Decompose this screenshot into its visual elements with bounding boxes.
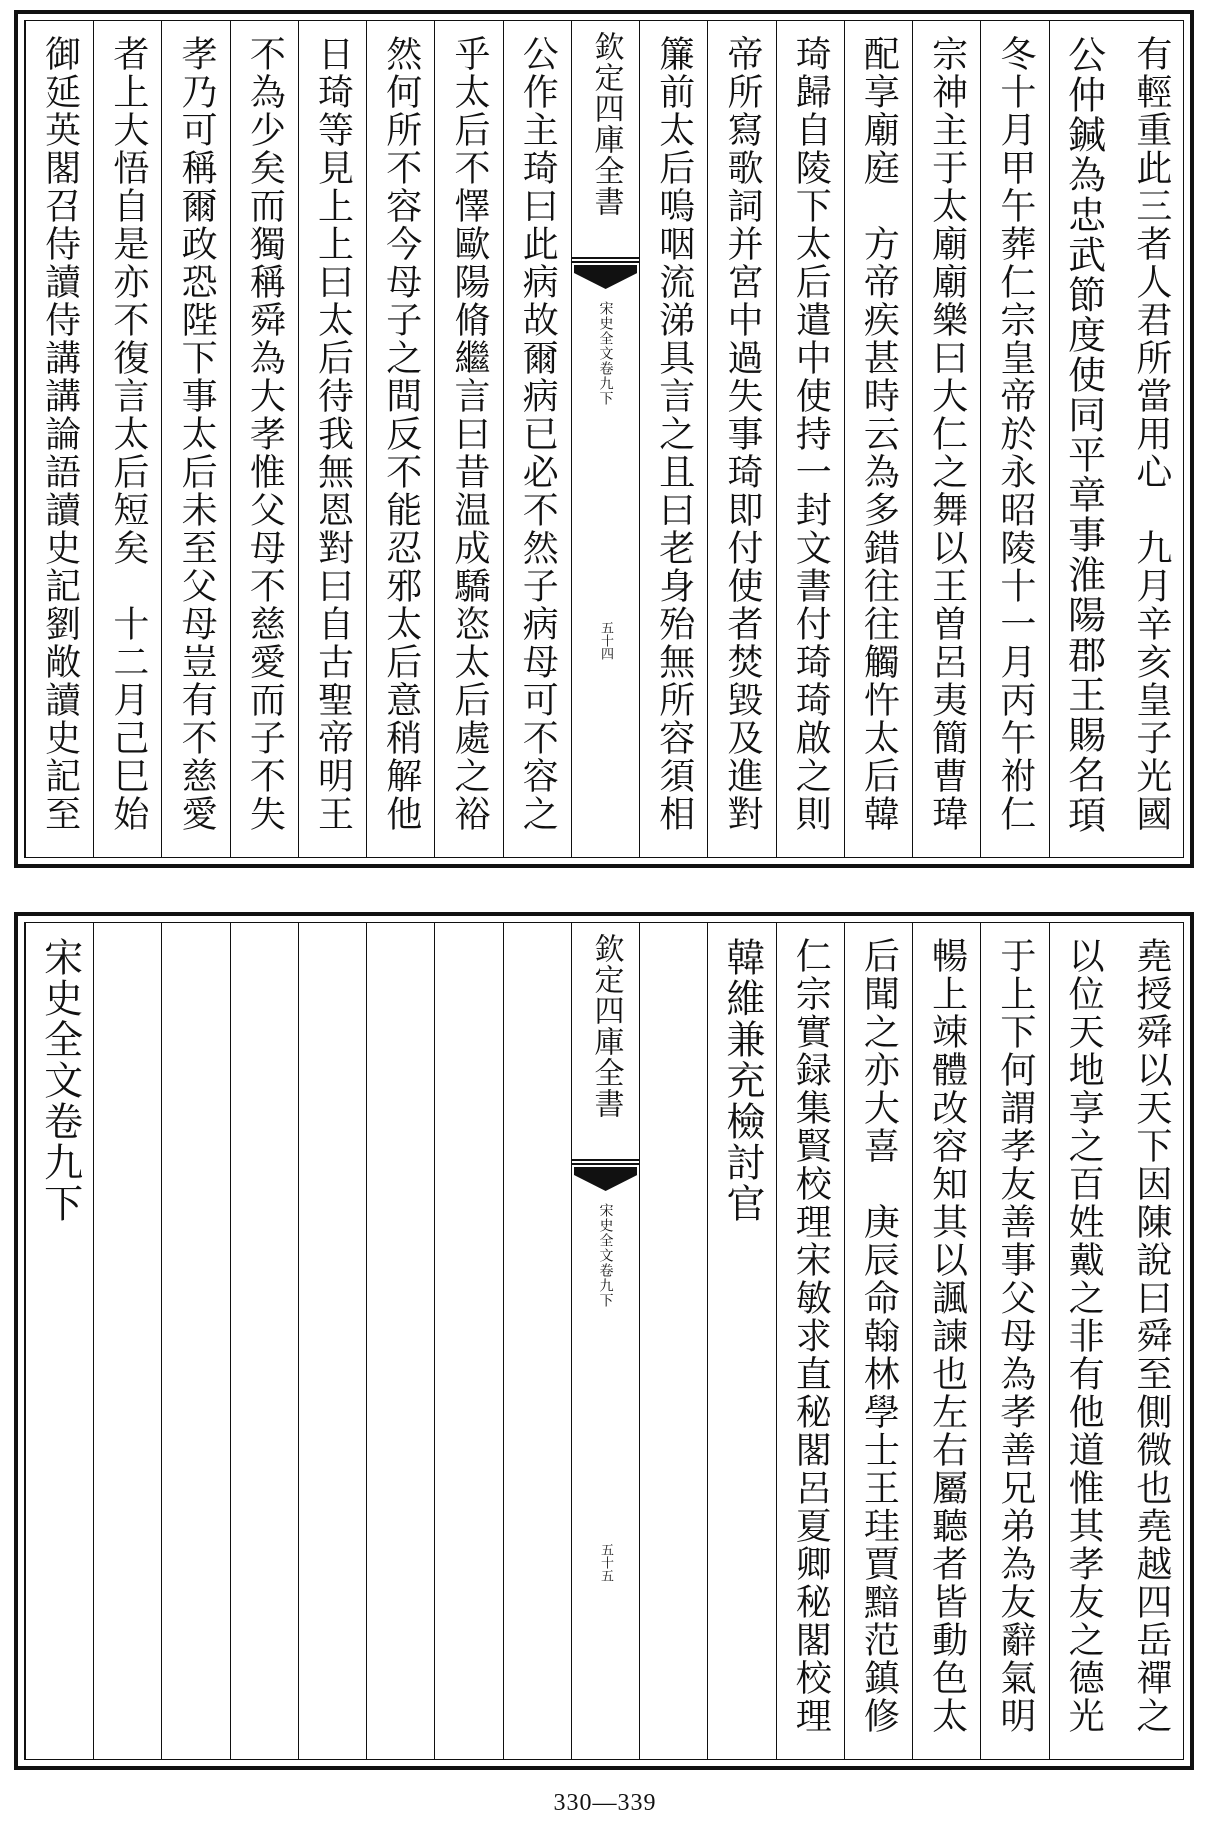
divider xyxy=(572,1159,639,1161)
text-line: 乎太后不懌歐陽脩繼言曰昔温成驕恣太后處之裕 xyxy=(449,35,491,833)
text-column xyxy=(230,923,298,1759)
text-line: 帝所寫歌詞并宮中過失事琦即付使者焚毀及進對 xyxy=(721,35,763,833)
center-margin-column xyxy=(571,923,639,1759)
text-column xyxy=(366,21,434,857)
page-footer-number: 330—339 xyxy=(553,1790,657,1816)
text-column xyxy=(230,21,298,857)
text-column xyxy=(707,21,775,857)
book-title: 宋史全文 xyxy=(597,1203,614,1263)
text-line: 后聞之亦大喜 庚辰命翰林學士王珪賈黯范鎮修 xyxy=(858,937,900,1735)
bottom-page xyxy=(14,912,1194,1770)
text-column xyxy=(776,21,844,857)
text-column xyxy=(25,923,93,1759)
text-column xyxy=(503,21,571,857)
text-column xyxy=(776,923,844,1759)
center-margin-column xyxy=(571,21,639,857)
center-subtitle xyxy=(597,301,613,406)
text-line: 有輕重此三者人君所當用心 九月辛亥皇子光國 xyxy=(1130,35,1172,833)
text-line: 仁宗實録集賢校理宋敏求直秘閣呂夏卿秘閣校理 xyxy=(790,937,832,1735)
volume-label: 卷九下 xyxy=(597,1263,614,1308)
text-column xyxy=(639,21,707,857)
fish-tail-mark xyxy=(574,265,637,291)
text-line: 日琦等見上上曰太后待我無恩對曰自古聖帝明王 xyxy=(312,35,354,833)
bottom-page-frame xyxy=(24,922,1184,1760)
text-column xyxy=(1049,21,1117,857)
text-line: 配享廟庭 方帝疾甚時云為多錯往往觸忤太后韓 xyxy=(858,35,900,833)
top-page-frame xyxy=(24,20,1184,858)
text-line: 簾前太后嗚咽流涕具言之且曰老身殆無所容須相 xyxy=(653,35,695,833)
text-column xyxy=(912,21,980,857)
text-column xyxy=(503,923,571,1759)
text-column xyxy=(366,923,434,1759)
divider xyxy=(572,261,639,263)
text-column xyxy=(93,923,161,1759)
text-column xyxy=(912,923,980,1759)
folio-number: 五十四 xyxy=(597,621,613,660)
center-subtitle xyxy=(597,1203,613,1308)
folio-number: 五十五 xyxy=(597,1543,613,1582)
text-line: 公作主琦曰此病故爾病已必不然子病母可不容之 xyxy=(517,35,559,833)
text-column xyxy=(161,21,229,857)
text-line: 不為少矣而獨稱舜為大孝惟父母不慈愛而子不失 xyxy=(244,35,286,833)
text-column xyxy=(298,923,366,1759)
text-column xyxy=(25,21,93,857)
text-line: 堯授舜以天下因陳說曰舜至側微也堯越四岳禪之 xyxy=(1130,937,1172,1735)
top-page xyxy=(14,10,1194,868)
text-line: 孝乃可稱爾政恐陛下事太后未至父母豈有不慈愛 xyxy=(176,35,218,833)
book-title: 宋史全文 xyxy=(597,301,614,361)
text-column xyxy=(844,923,912,1759)
closing-title: 宋史全文卷九下 xyxy=(37,937,83,1224)
text-column xyxy=(1049,923,1117,1759)
volume-label: 卷九下 xyxy=(597,361,614,406)
center-title: 欽定四庫全書 xyxy=(588,31,624,217)
text-column xyxy=(434,923,502,1759)
text-line: 宗神主于太廟廟樂曰大仁之舞以王曽呂夷簡曹瑋 xyxy=(926,35,968,833)
text-line: 公仲鍼為忠武節度使同平章事淮陽郡王賜名頊 xyxy=(1061,35,1106,835)
text-column xyxy=(980,923,1048,1759)
text-column xyxy=(844,21,912,857)
text-column xyxy=(298,21,366,857)
text-column xyxy=(161,923,229,1759)
text-column xyxy=(707,923,775,1759)
text-column xyxy=(93,21,161,857)
text-line: 然何所不容今母子之間反不能忍邪太后意稍解他 xyxy=(380,35,422,833)
text-column xyxy=(434,21,502,857)
text-line: 琦歸自陵下太后遣中使持一封文書付琦琦啟之則 xyxy=(790,35,832,833)
text-line: 暢上竦體改容知其以諷諫也左右屬聽者皆動色太 xyxy=(926,937,968,1735)
center-title: 欽定四庫全書 xyxy=(588,933,624,1119)
text-line: 韓維兼充檢討官 xyxy=(719,937,765,1224)
text-line: 于上下何謂孝友善事父母為孝善兄弟為友辭氣明 xyxy=(994,937,1036,1735)
text-line: 御延英閣召侍讀侍講講論語讀史記劉敞讀史記至 xyxy=(39,35,81,833)
text-column xyxy=(639,923,707,1759)
text-column xyxy=(980,21,1048,857)
fish-tail-mark xyxy=(574,1167,637,1193)
text-column xyxy=(1117,923,1185,1759)
text-column xyxy=(1117,21,1185,857)
divider xyxy=(572,1163,639,1165)
text-line: 冬十月甲午葬仁宗皇帝於永昭陵十一月丙午祔仁 xyxy=(994,35,1036,833)
text-line: 以位天地享之百姓戴之非有他道惟其孝友之德光 xyxy=(1063,937,1105,1735)
text-line: 者上大悟自是亦不復言太后短矣 十二月己巳始 xyxy=(107,35,149,833)
divider xyxy=(572,257,639,259)
